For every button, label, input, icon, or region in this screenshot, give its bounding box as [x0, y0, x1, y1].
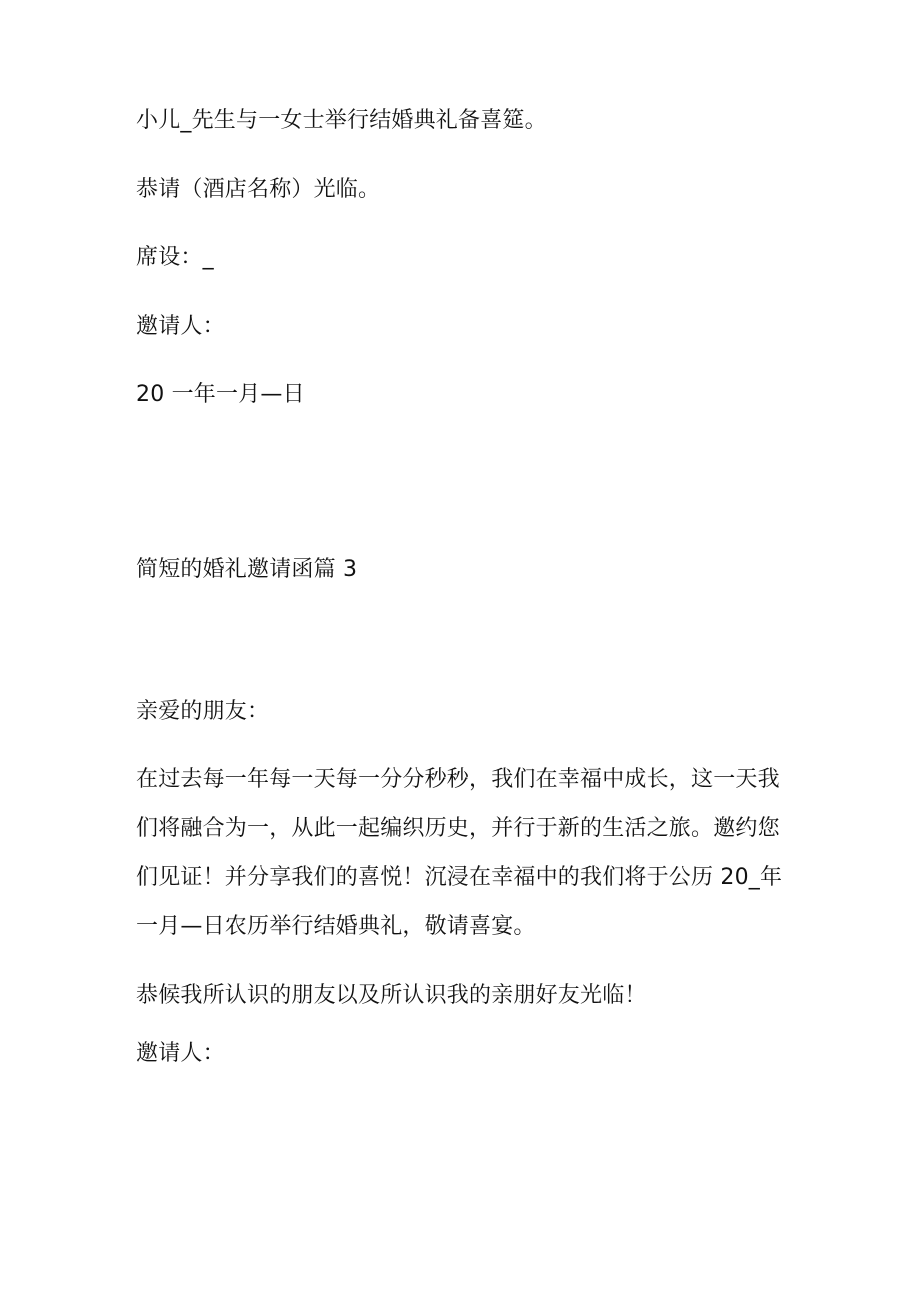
body-paragraph-line: 在过去每一年每一天每一分分秒秒，我们在幸福中成长，这一天我 — [136, 767, 780, 792]
invitation-line-date: 20 一年一月—日 — [136, 382, 305, 407]
body-paragraph-line: 们见证！并分享我们的喜悦！沉浸在幸福中的我们将于公历 20_年 — [136, 865, 783, 890]
inviter-line: 邀请人： — [136, 1041, 225, 1066]
closing-line: 恭候我所认识的朋友以及所认识我的亲朋好友光临！ — [136, 983, 647, 1008]
invitation-line-seating: 席设：_ — [136, 245, 214, 270]
invitation-line-inviter: 邀请人： — [136, 314, 225, 339]
body-paragraph-line: 一月—日农历举行结婚典礼，敬请喜宴。 — [136, 914, 536, 939]
invitation-line-venue: 恭请（酒店名称）光临。 — [136, 177, 381, 202]
invitation-line-groom-bride: 小儿_先生与一女士举行结婚典礼备喜筵。 — [136, 108, 547, 133]
body-paragraph-line: 们将融合为一，从此一起编织历史，并行于新的生活之旅。邀约您 — [136, 816, 780, 841]
greeting-line: 亲爱的朋友： — [136, 699, 270, 724]
section-heading: 简短的婚礼邀请函篇 3 — [136, 557, 358, 582]
